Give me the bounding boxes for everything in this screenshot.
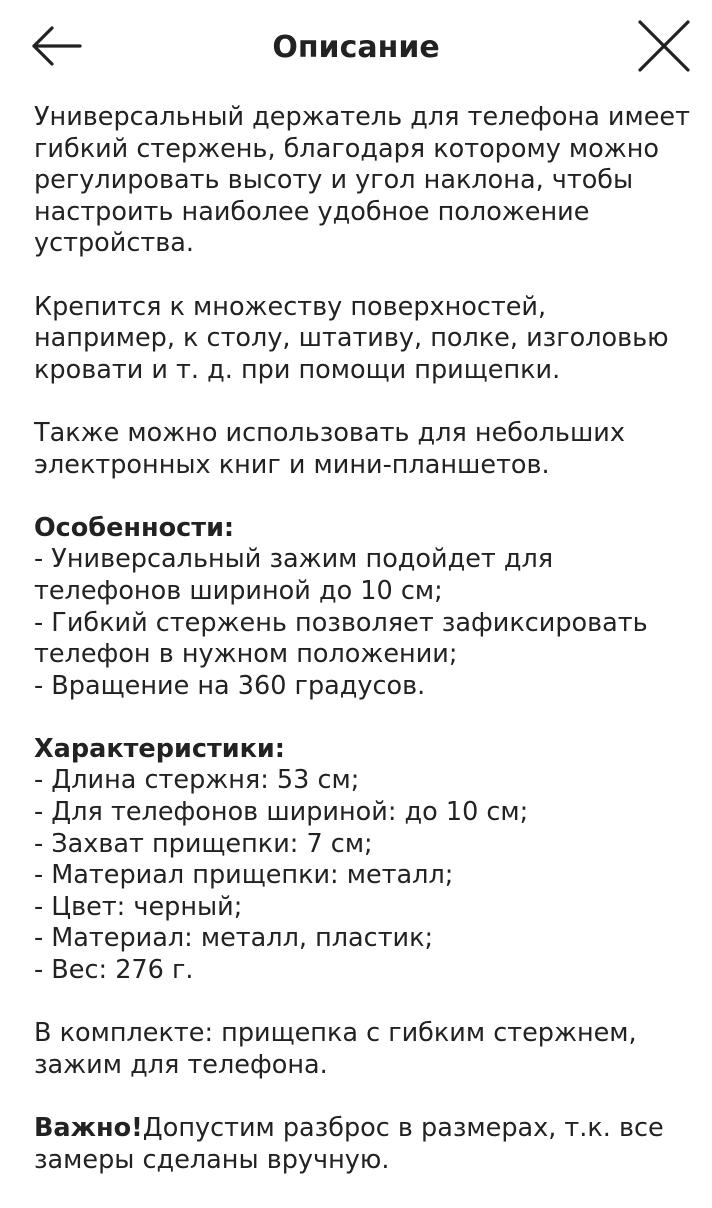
text-line: регулировать высоту и угол наклона, чтобы [34, 165, 634, 196]
kit-section [34, 1018, 694, 1081]
text-line: например, к столу, штативу, полке, изголовью [34, 323, 669, 354]
paragraph-mounting [34, 292, 694, 387]
important-label: Важно! [34, 1113, 143, 1143]
description-text [34, 102, 694, 1208]
specs-section [34, 734, 694, 987]
list-item: - Вес: 276 г. [34, 955, 194, 986]
text-line: гибкий стержень, благодаря которому можно [34, 133, 659, 164]
list-item: телефонов шириной до 10 см; [34, 575, 443, 606]
text-line: устройства. [34, 228, 194, 259]
text-line: В комплекте: прищепка с гибким стержнем, [34, 1018, 637, 1049]
list-item: - Длина стержня: 53 см; [34, 765, 360, 796]
text-line: зажим для телефона. [34, 1049, 328, 1080]
specs-heading: Характеристики: [34, 733, 285, 764]
list-item: - Материал: металл, пластик; [34, 923, 434, 954]
important-text: Допустим разброс в размерах, т.к. все [142, 1113, 664, 1143]
important-note [34, 1113, 694, 1176]
features-heading: Особенности: [34, 512, 235, 543]
list-item: - Цвет: черный; [34, 891, 243, 922]
text-line: настроить наиболее удобное положение [34, 196, 590, 227]
list-item: телефон в нужном положении; [34, 639, 458, 670]
list-item: - Гибкий стержень позволяет зафиксировать [34, 607, 648, 638]
paragraph-usage [34, 418, 694, 481]
text-line: электронных книг и мини-планшетов. [34, 449, 550, 480]
list-item: - Для телефонов шириной: до 10 см; [34, 797, 529, 828]
text-line: замеры сделаны вручную. [34, 1144, 390, 1175]
list-item: - Вращение на 360 градусов. [34, 670, 426, 701]
page-title: Описание [272, 30, 440, 65]
top-bar [0, 0, 712, 96]
text-line: кровати и т. д. при помощи прищепки. [34, 354, 561, 385]
text-line: Универсальный держатель для телефона имеет [34, 102, 690, 132]
close-button[interactable] [628, 12, 700, 84]
features-section [34, 513, 694, 703]
paragraph-intro [34, 102, 694, 260]
text-line: Крепится к множеству поверхностей, [34, 291, 547, 322]
list-item: - Универсальный зажим подойдет для [34, 544, 554, 575]
text-line: Также можно использовать для небольших [34, 417, 625, 448]
close-icon [628, 12, 700, 84]
text-line [34, 1113, 694, 1145]
list-item: - Материал прищепки: металл; [34, 860, 454, 891]
list-item: - Захват прищепки: 7 см; [34, 828, 373, 859]
